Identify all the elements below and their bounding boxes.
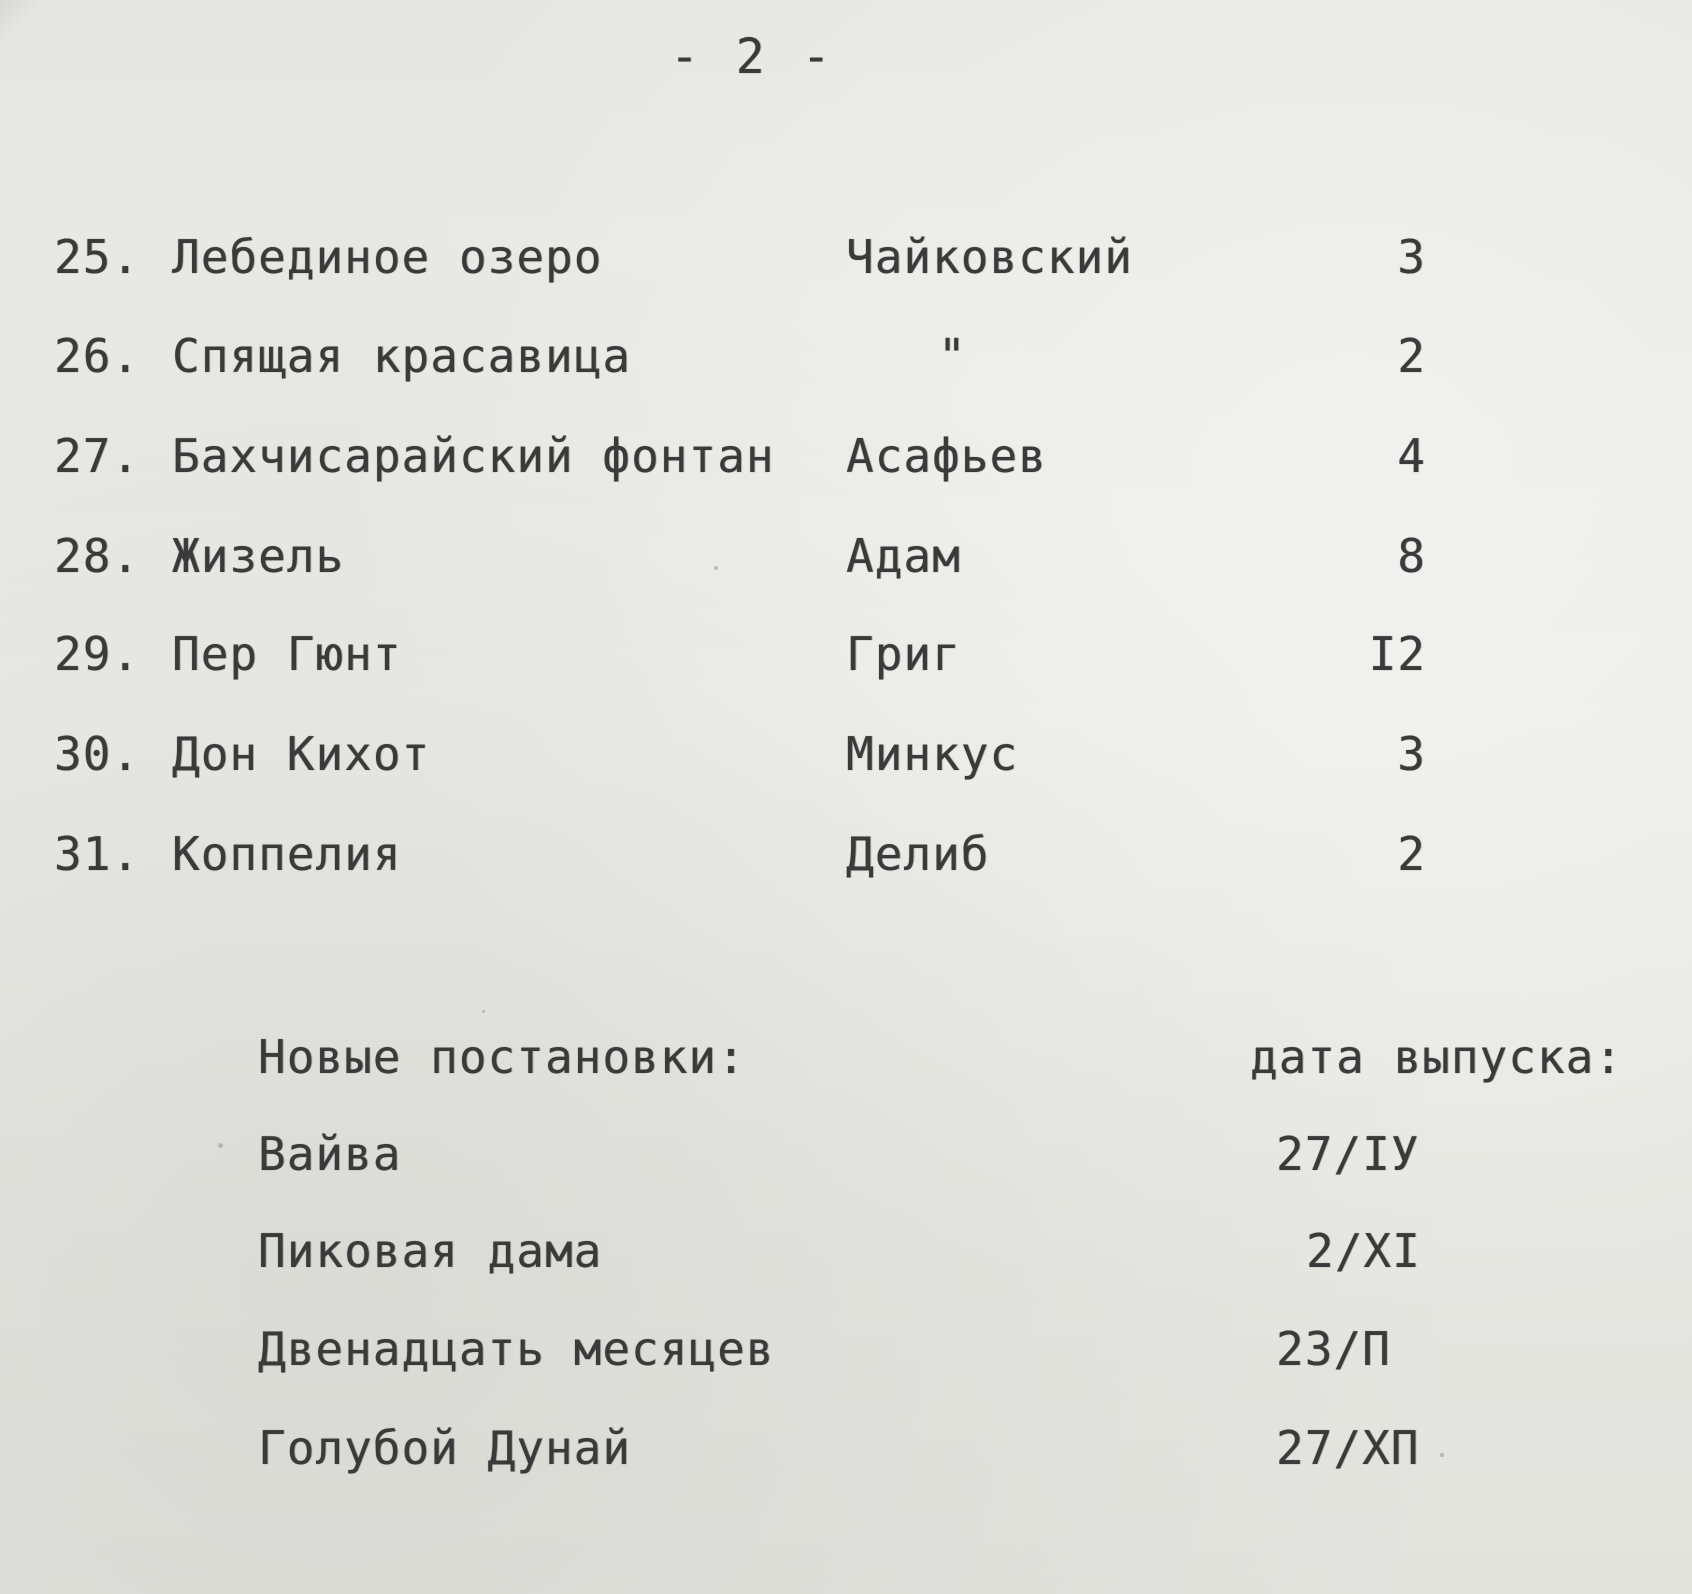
- ballet-title: Коппелия: [172, 827, 402, 881]
- new-productions-heading: Новые постановки:: [258, 1030, 746, 1084]
- performance-count: 2: [1397, 827, 1426, 881]
- composer-name: Григ: [846, 627, 961, 681]
- release-date: 23/П: [1276, 1322, 1391, 1376]
- composer-name: Адам: [846, 529, 961, 583]
- composer-name: Минкус: [846, 727, 1019, 781]
- performance-count: 8: [1397, 529, 1426, 583]
- production-name: Голубой Дунай: [258, 1421, 632, 1475]
- page-corner: [0, 0, 40, 40]
- row-number: 31.: [54, 827, 141, 881]
- paper-speck: [482, 1010, 485, 1013]
- release-date: 2/XI: [1306, 1224, 1421, 1278]
- row-number: 27.: [54, 429, 141, 483]
- performance-count: 2: [1397, 329, 1426, 383]
- ballet-title: Спящая красавица: [172, 329, 632, 383]
- row-number: 26.: [54, 329, 141, 383]
- paper-speck: [1440, 1453, 1444, 1457]
- release-date: 27/XП: [1276, 1421, 1420, 1475]
- release-date: 27/IУ: [1276, 1127, 1420, 1181]
- row-number: 25.: [54, 230, 141, 284]
- paper-speck: [714, 566, 718, 570]
- performance-count: I2: [1368, 627, 1426, 681]
- release-date-heading: дата выпуска:: [1250, 1030, 1624, 1084]
- performance-count: 3: [1397, 727, 1426, 781]
- page-number: - 2 -: [670, 29, 835, 85]
- ballet-title: Пер Гюнт: [172, 627, 402, 681]
- ballet-title: Жизель: [172, 529, 345, 583]
- ballet-title: Бахчисарайский фонтан: [172, 429, 775, 483]
- ballet-title: Лебединое озеро: [172, 230, 603, 284]
- performance-count: 4: [1397, 429, 1426, 483]
- paper-speck: [218, 1143, 223, 1148]
- composer-ditto-mark: ": [938, 329, 967, 383]
- composer-name: Чайковский: [846, 230, 1133, 284]
- row-number: 30.: [54, 727, 141, 781]
- production-name: Пиковая дама: [258, 1224, 603, 1278]
- ballet-title: Дон Кихот: [172, 727, 431, 781]
- row-number: 29.: [54, 627, 141, 681]
- composer-name: Асафьев: [846, 429, 1047, 483]
- production-name: Двенадцать месяцев: [258, 1322, 775, 1376]
- row-number: 28.: [54, 529, 141, 583]
- production-name: Вайва: [258, 1127, 402, 1181]
- performance-count: 3: [1397, 230, 1426, 284]
- composer-name: Делиб: [846, 827, 990, 881]
